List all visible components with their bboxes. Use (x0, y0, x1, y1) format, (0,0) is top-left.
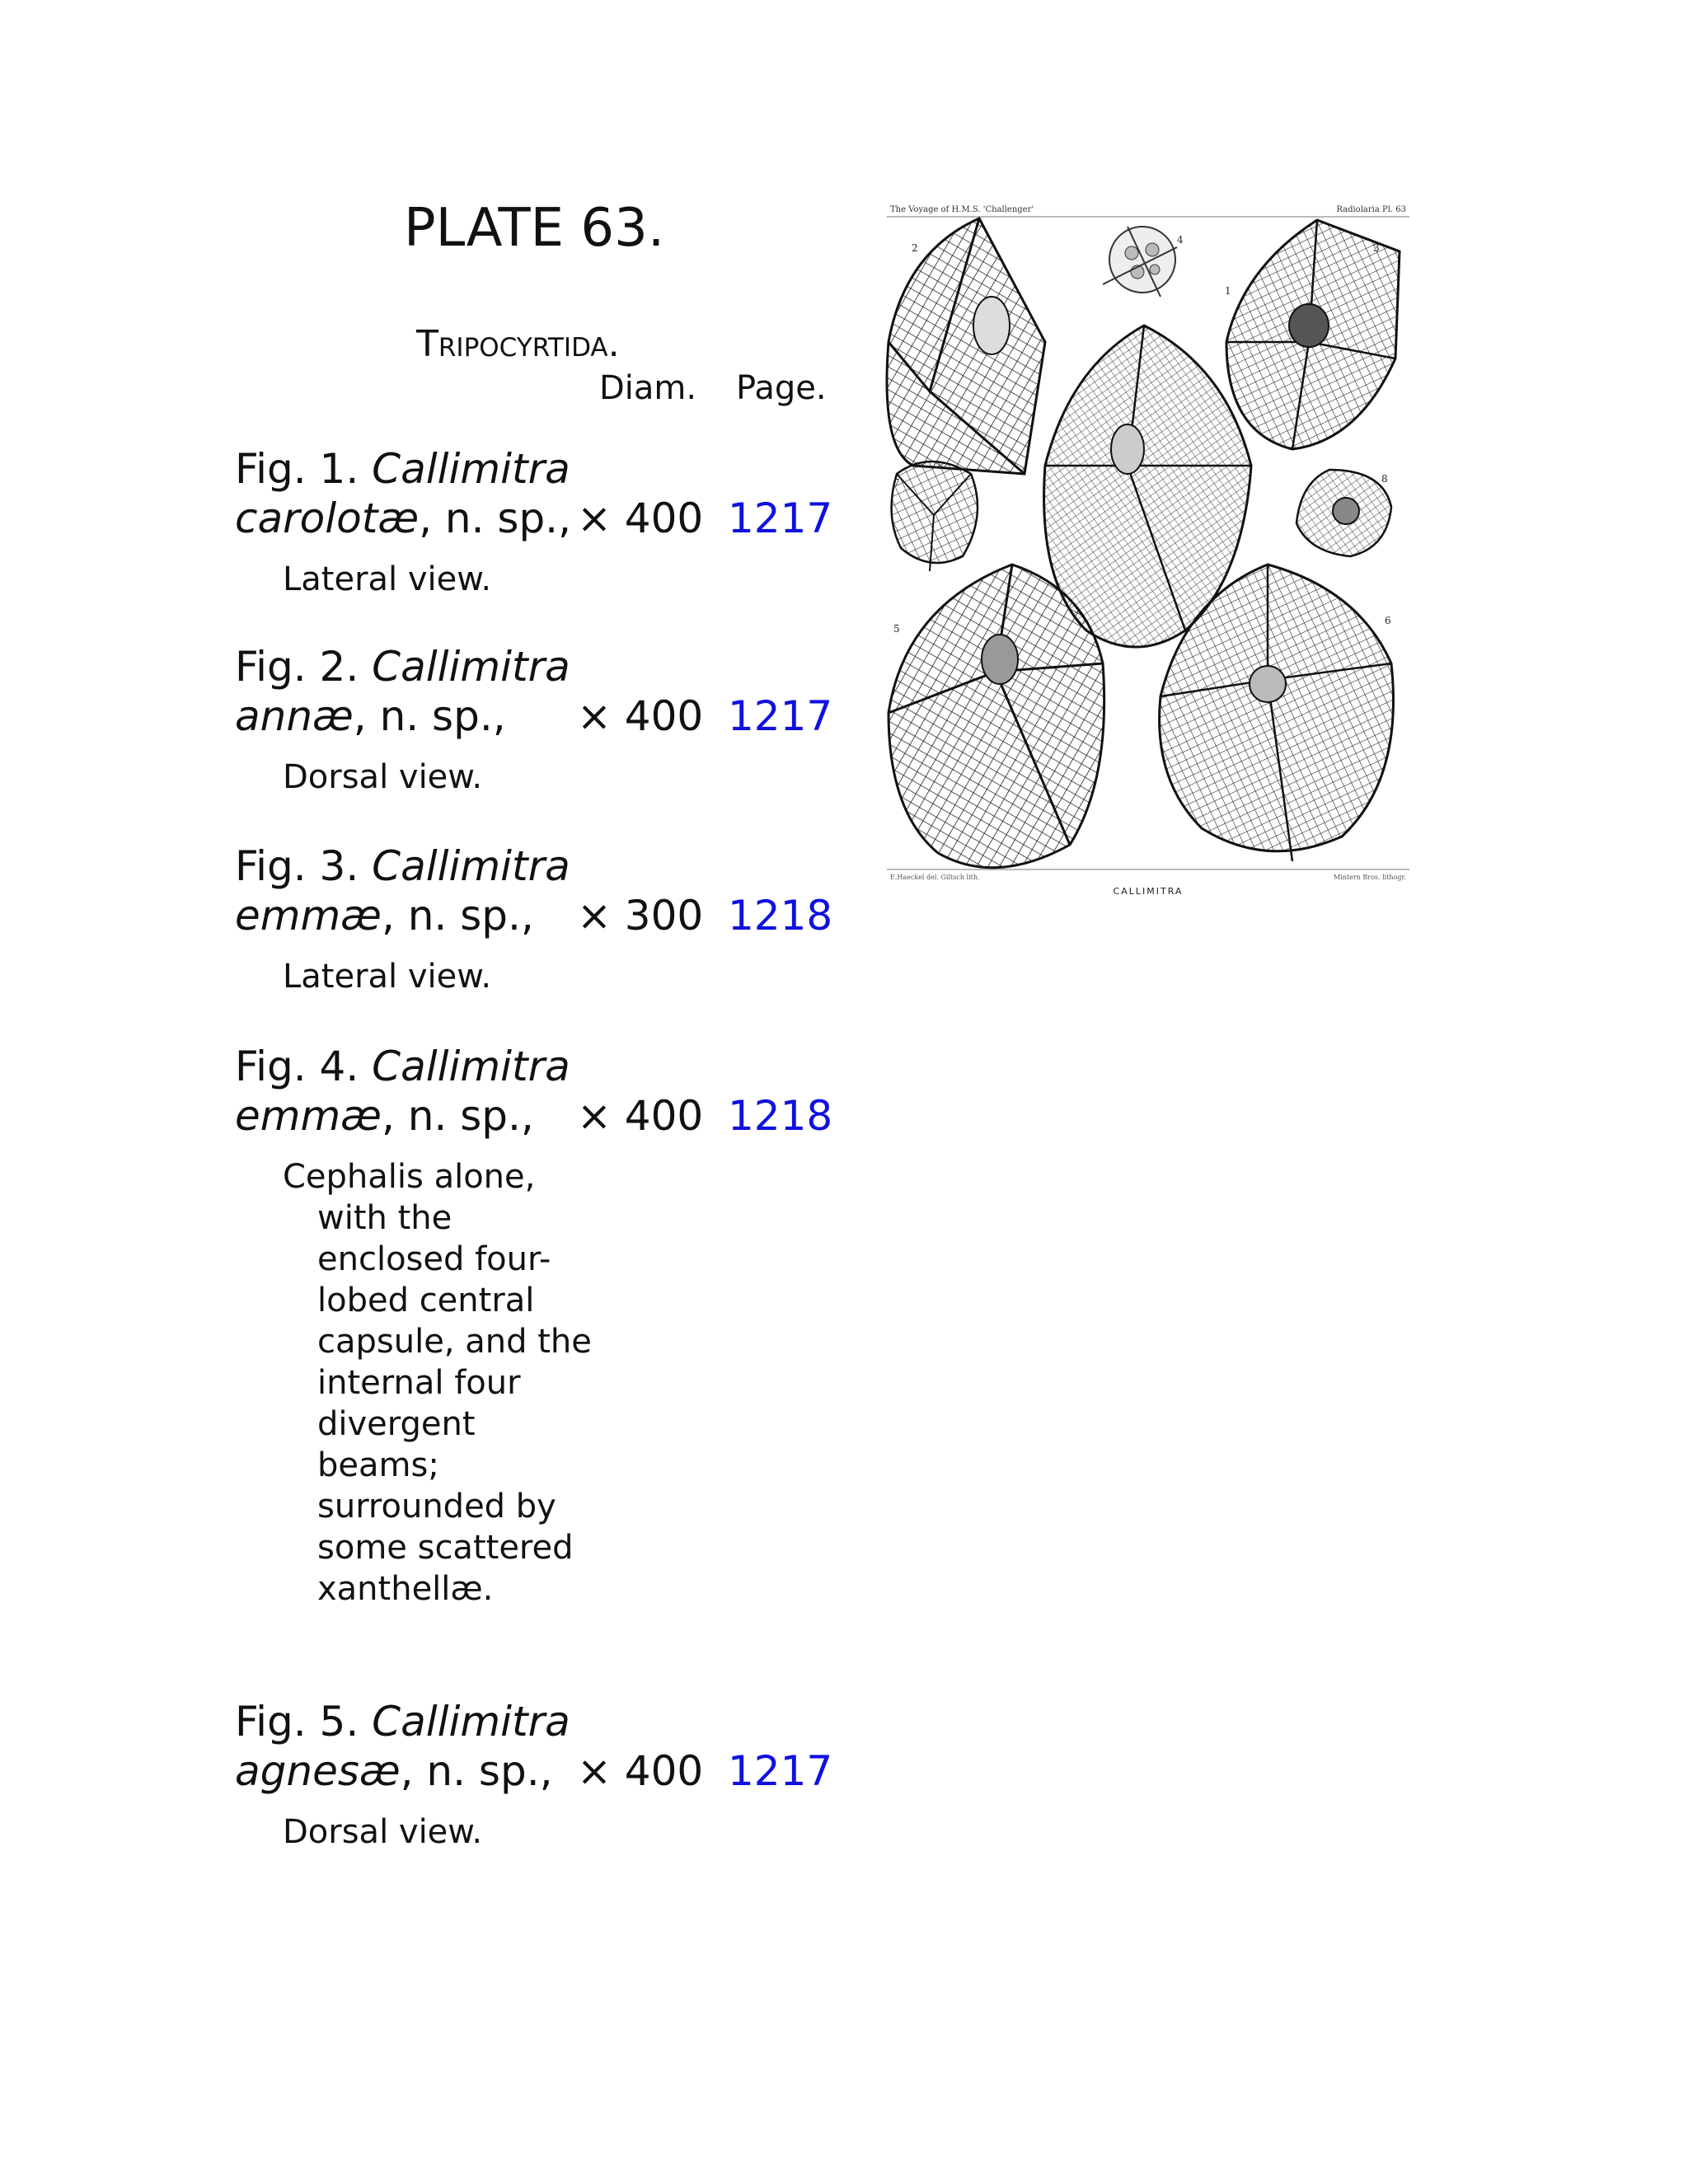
figure-entry-2 (235, 643, 833, 798)
plate-title: PLATE 63. (404, 198, 665, 259)
section-rest: ripocyrtida (438, 323, 608, 365)
species-line (235, 1747, 833, 1797)
plate-fig-number-4: 4 (1177, 234, 1184, 246)
plate-fig-number-6: 6 (1385, 615, 1391, 626)
section-heading (416, 323, 620, 365)
section-period: . (607, 323, 620, 365)
figure-line (235, 1043, 828, 1092)
page-link[interactable]: 1217 (728, 692, 833, 740)
magnification: × 400 (577, 692, 704, 740)
fig-number: Fig. 1. (235, 445, 359, 493)
plate-illustration[interactable] (880, 202, 1416, 901)
figure-description: Dorsal view. (283, 758, 483, 796)
plate-fig-number-8: 8 (1381, 473, 1388, 485)
plate-fig-number-1: 1 (1225, 285, 1231, 297)
section-initial: T (416, 323, 438, 365)
figure-line (235, 445, 828, 494)
species-suffix: , n. sp., (400, 1747, 553, 1795)
figure-entry-1 (235, 445, 833, 600)
plate-fig-number-5: 5 (893, 623, 900, 635)
species: annæ (235, 692, 354, 740)
plate-header-right: Radiolaria Pl. 63 (1336, 205, 1406, 214)
genus: Callimitra (372, 1698, 570, 1746)
species: emmæ (235, 892, 382, 940)
figure-line (235, 1698, 828, 1747)
magnification: × 400 (577, 1092, 704, 1140)
plate-fig-number-3: 3 (1373, 242, 1380, 254)
species-suffix: , n. sp., (381, 892, 534, 940)
figure-entry-3 (235, 842, 833, 997)
page-link[interactable]: 1217 (728, 494, 833, 542)
genus: Callimitra (372, 445, 570, 493)
fig-number: Fig. 4. (235, 1043, 359, 1090)
genus: Callimitra (372, 643, 570, 691)
genus: Callimitra (372, 842, 570, 890)
page-link[interactable]: 1217 (728, 1747, 833, 1795)
plate-header-left: The Voyage of H.M.S. 'Challenger' (890, 205, 1034, 214)
plate-caption: CALLIMITRA (1113, 886, 1184, 897)
fig-number: Fig. 5. (235, 1698, 359, 1746)
fig-number: Fig. 2. (235, 643, 359, 691)
figure-description: Lateral view. (283, 560, 492, 598)
page-link[interactable]: 1218 (728, 892, 833, 940)
species-suffix: , n. sp., (419, 494, 571, 542)
plate-fig-number-7: 7 (893, 477, 900, 489)
page-column-header: Page. (736, 369, 827, 407)
species: emmæ (235, 1092, 382, 1140)
magnification: × 300 (577, 892, 704, 940)
figure-description: Lateral view. (283, 958, 492, 996)
plate-footer-left: E.Haeckel del. Giltsch lith. (890, 874, 980, 881)
species: agnesæ (235, 1747, 401, 1795)
page-link[interactable]: 1218 (728, 1092, 833, 1140)
figure-description: Cephalis alone, with the enclosed four-lobed central capsule, and the internal four divergent beams; surrounded by some scattered xanthellæ. (283, 1158, 592, 1608)
radiolarian-figure-8 (1296, 470, 1391, 556)
genus: Callimitra (372, 1043, 570, 1090)
figure-entry-5 (235, 1698, 833, 1853)
figure-line (235, 842, 828, 892)
figure-line (235, 643, 828, 692)
species-line (235, 1092, 833, 1141)
figure-description: Dorsal view. (283, 1813, 483, 1851)
figure-entry-4 (235, 1043, 833, 1610)
plate-footer-right: Mintern Bros. lithogr. (1334, 874, 1406, 881)
fig-number: Fig. 3. (235, 842, 359, 890)
diam-column-header: Diam. (599, 369, 697, 407)
species: carolotæ (235, 494, 420, 542)
plate-fig-number-2: 2 (912, 242, 918, 254)
species-line (235, 494, 833, 544)
species-suffix: , n. sp., (353, 692, 506, 740)
species-line (235, 892, 833, 941)
species-suffix: , n. sp., (381, 1092, 534, 1140)
magnification: × 400 (577, 494, 704, 542)
magnification: × 400 (577, 1747, 704, 1795)
species-line (235, 692, 833, 742)
